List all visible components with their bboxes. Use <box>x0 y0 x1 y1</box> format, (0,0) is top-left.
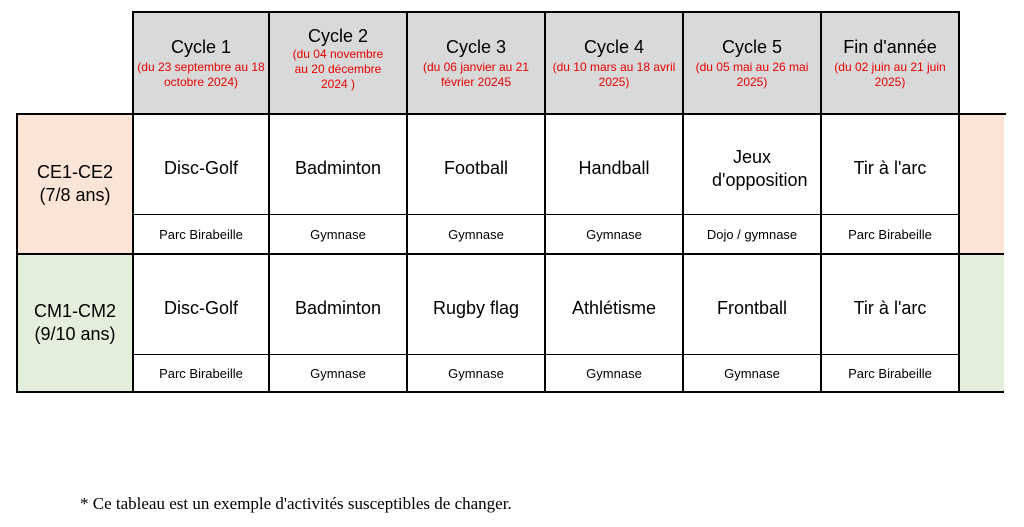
location-cell <box>270 355 408 393</box>
location-name: Gymnase <box>310 365 366 381</box>
activity-name: Disc-Golf <box>163 298 238 318</box>
activity-name: Tir à l'arc <box>853 298 927 318</box>
activity-name: Badminton <box>294 158 382 178</box>
location-name: Parc Birabeille <box>159 226 243 242</box>
activity-name: Athlétisme <box>571 298 657 318</box>
level-age: (7/8 ans) <box>39 185 111 205</box>
cycle-title: Cycle 1 <box>170 37 232 57</box>
header-fin-annee <box>822 11 960 115</box>
location-cell <box>546 215 684 255</box>
location-name: Gymnase <box>448 226 504 242</box>
activity-cell <box>546 115 684 215</box>
cycle-title: Fin d'année <box>843 37 937 57</box>
activity-name: Jeux d'opposition <box>712 147 808 190</box>
activity-cell <box>822 255 960 355</box>
cycle-title: Cycle 5 <box>721 37 783 57</box>
cycle-dates <box>291 47 386 92</box>
header-cycle-5 <box>684 11 822 115</box>
activity-cell <box>270 115 408 215</box>
level-age: (9/10 ans) <box>34 324 116 344</box>
activity-cell <box>408 115 546 215</box>
location-name: Parc Birabeille <box>848 226 932 242</box>
cycle-title: Cycle 4 <box>583 37 645 57</box>
location-cell <box>684 355 822 393</box>
header-cycle-3 <box>408 11 546 115</box>
activity-cell <box>408 255 546 355</box>
level-name: CM1-CM2 <box>33 301 116 321</box>
cycle-dates: (du 05 mai au 26 mai 2025) <box>695 60 809 89</box>
activity-cell <box>134 115 270 215</box>
location-name: Parc Birabeille <box>848 365 932 381</box>
location-name: Parc Birabeille <box>159 365 243 381</box>
cycle-dates-line: au 20 décembre <box>294 62 382 76</box>
activity-name: Badminton <box>294 298 382 318</box>
activity-cell <box>134 255 270 355</box>
location-cell <box>822 215 960 255</box>
location-name: Gymnase <box>586 365 642 381</box>
header-cycle-4 <box>546 11 684 115</box>
cycle-dates: (du 10 mars au 18 avril 2025) <box>552 60 676 89</box>
location-cell <box>408 355 546 393</box>
location-name: Gymnase <box>724 365 780 381</box>
header-cycle-1 <box>132 11 270 115</box>
location-name: Gymnase <box>310 226 366 242</box>
activity-name: Tir à l'arc <box>853 158 927 178</box>
activity-schedule-table <box>16 11 1006 393</box>
location-cell <box>822 355 960 393</box>
level-cell-cm <box>16 255 134 393</box>
cycle-dates-line: 2024 ) <box>320 77 355 91</box>
cycle-dates: (du 23 septembre au 18 octobre 2024) <box>137 60 265 89</box>
activity-name: Frontball <box>716 298 788 318</box>
location-name: Gymnase <box>448 365 504 381</box>
activity-cell <box>822 115 960 215</box>
activity-name: Rugby flag <box>432 298 520 318</box>
header-cycle-2 <box>270 11 408 115</box>
location-cell <box>270 215 408 255</box>
cycle-dates-line: (du 04 novembre <box>292 47 384 61</box>
activity-cell <box>270 255 408 355</box>
location-cell <box>546 355 684 393</box>
activity-cell <box>684 255 822 355</box>
footnote: * Ce tableau est un exemple d'activités susceptibles de changer. <box>80 494 512 513</box>
activity-name: Handball <box>578 158 650 178</box>
activity-name: Football <box>443 158 509 178</box>
cycle-title: Cycle 3 <box>445 37 507 57</box>
row-cm-side-cell <box>960 255 1004 393</box>
location-cell <box>408 215 546 255</box>
cycle-dates: (du 02 juin au 21 juin 2025) <box>834 60 946 89</box>
level-cell-ce <box>16 115 134 255</box>
activity-cell <box>684 115 822 215</box>
location-name: Dojo / gymnase <box>706 226 798 242</box>
activity-name: Disc-Golf <box>163 158 238 178</box>
activity-cell <box>546 255 684 355</box>
location-cell <box>134 215 270 255</box>
cycle-title: Cycle 2 <box>307 26 369 46</box>
corner-cell <box>16 11 132 115</box>
location-name: Gymnase <box>586 226 642 242</box>
row-ce-side-cell <box>960 115 1004 255</box>
cycle-dates: (du 06 janvier au 21 février 20245 <box>422 60 530 89</box>
location-cell <box>134 355 270 393</box>
location-cell <box>684 215 822 255</box>
level-name: CE1-CE2 <box>36 162 114 182</box>
